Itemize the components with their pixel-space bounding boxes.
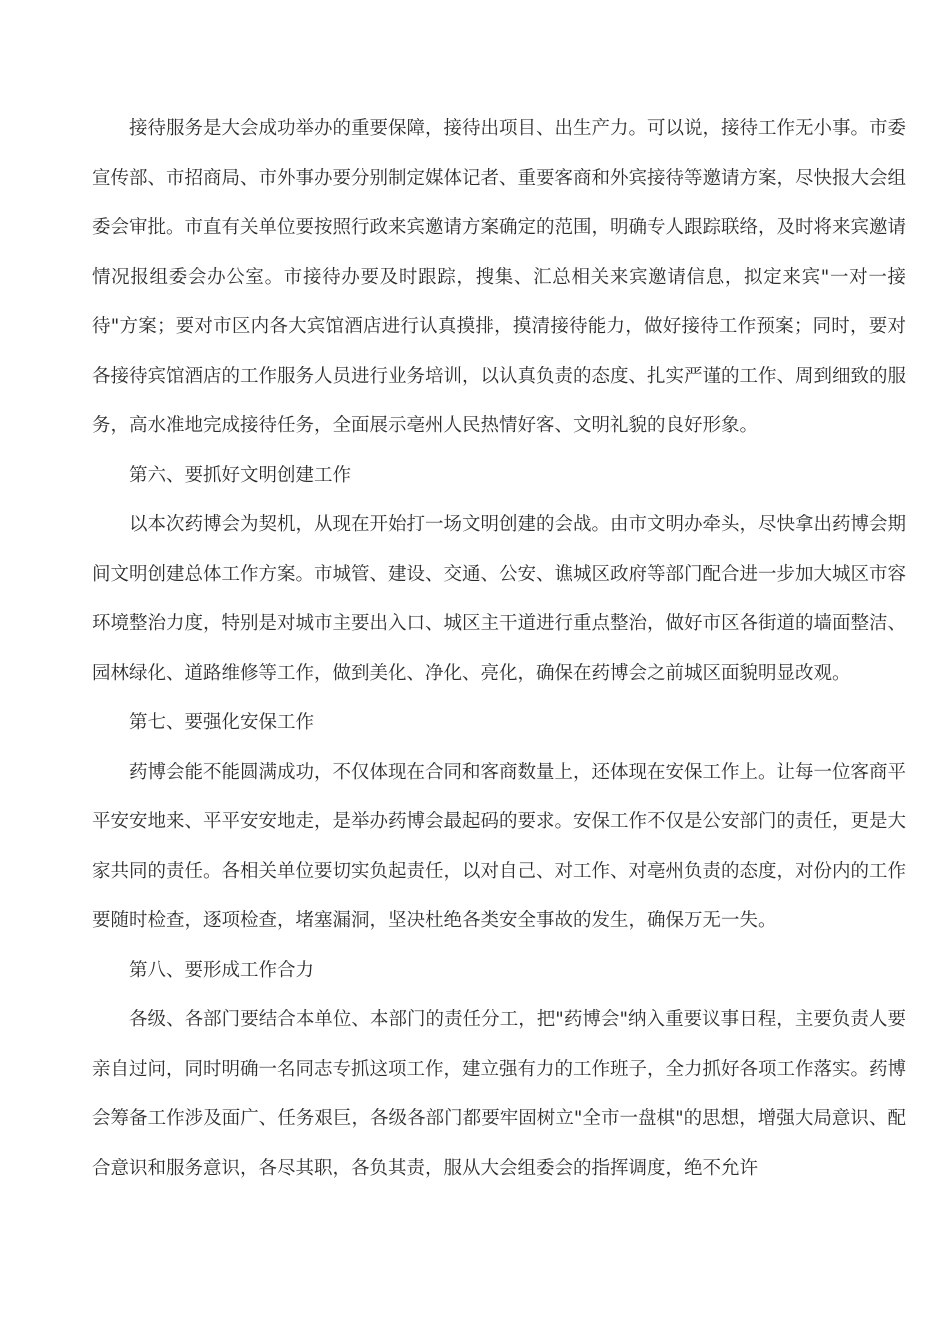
paragraph-reception-service: 接待服务是大会成功举办的重要保障，接待出项目、出生产力。可以说，接待工作无小事。市委宣传部、市招商局、市外事办要分别制定媒体记者、重要客商和外宾接待等邀请方案，尽快报大会组委会审批。市直有关单位要按照行政来宾邀请方案确定的范围，明确专人跟踪联络，及时将来宾邀请情况报组委会办公室。市接待办要及时跟踪，搜集、汇总相关来宾邀请信息，拟定来宾"一对一接待"方案；要对市区内各大宾馆酒店进行认真摸排，摸清接待能力，做好接待工作预案；同时，要对各接待宾馆酒店的工作服务人员进行业务培训，以认真负责的态度、扎实严谨的工作、周到细致的服务，高水准地完成接待任务，全面展示亳州人民热情好客、文明礼貌的良好形象。 [92, 118, 907, 436]
paragraph-joint-effort: 各级、各部门要结合本单位、本部门的责任分工，把"药博会"纳入重要议事日程，主要负责人要亲自过问，同时明确一名同志专抓这项工作，建立强有力的工作班子，全力抓好各项工作落实。药博会筹备工作涉及面广、任务艰巨，各级各部门都要牢固树立"全市一盘棋"的思想，增强大局意识、配合意识和服务意识，各尽其职，各负其责，服从大会组委会的指挥调度，绝不允许 [92, 1009, 907, 1179]
document-page [92, 104, 906, 1193]
paragraph-civilization-creation: 以本次药博会为契机，从现在开始打一场文明创建的会战。由市文明办牵头，尽快拿出药博会期间文明创建总体工作方案。市城管、建设、交通、公安、谯城区政府等部门配合进一步加大城区市容环境整治力度，特别是对城市主要出入口、城区主干道进行重点整治，做好市区各街道的墙面整洁、园林绿化、道路维修等工作，做到美化、净化、亮化，确保在药博会之前城区面貌明显改观。 [92, 514, 907, 684]
heading-civilization-creation: 第六、要抓好文明创建工作 [129, 464, 352, 486]
heading-security-work: 第七、要强化安保工作 [129, 712, 315, 733]
heading-joint-effort: 第八、要形成工作合力 [129, 959, 315, 981]
paragraph-security-work: 药博会能不能圆满成功，不仅体现在合同和客商数量上，还体现在安保工作上。让每一位客商平平安安地来、平平安安地走，是举办药博会最起码的要求。安保工作不仅是公安部门的责任，更是大家共同的责任。各相关单位要切实负起责任，以对自己、对工作、对亳州负责的态度，对份内的工作要随时检查，逐项检查，堵塞漏洞，坚决杜绝各类安全事故的发生，确保万无一失。 [92, 761, 907, 931]
